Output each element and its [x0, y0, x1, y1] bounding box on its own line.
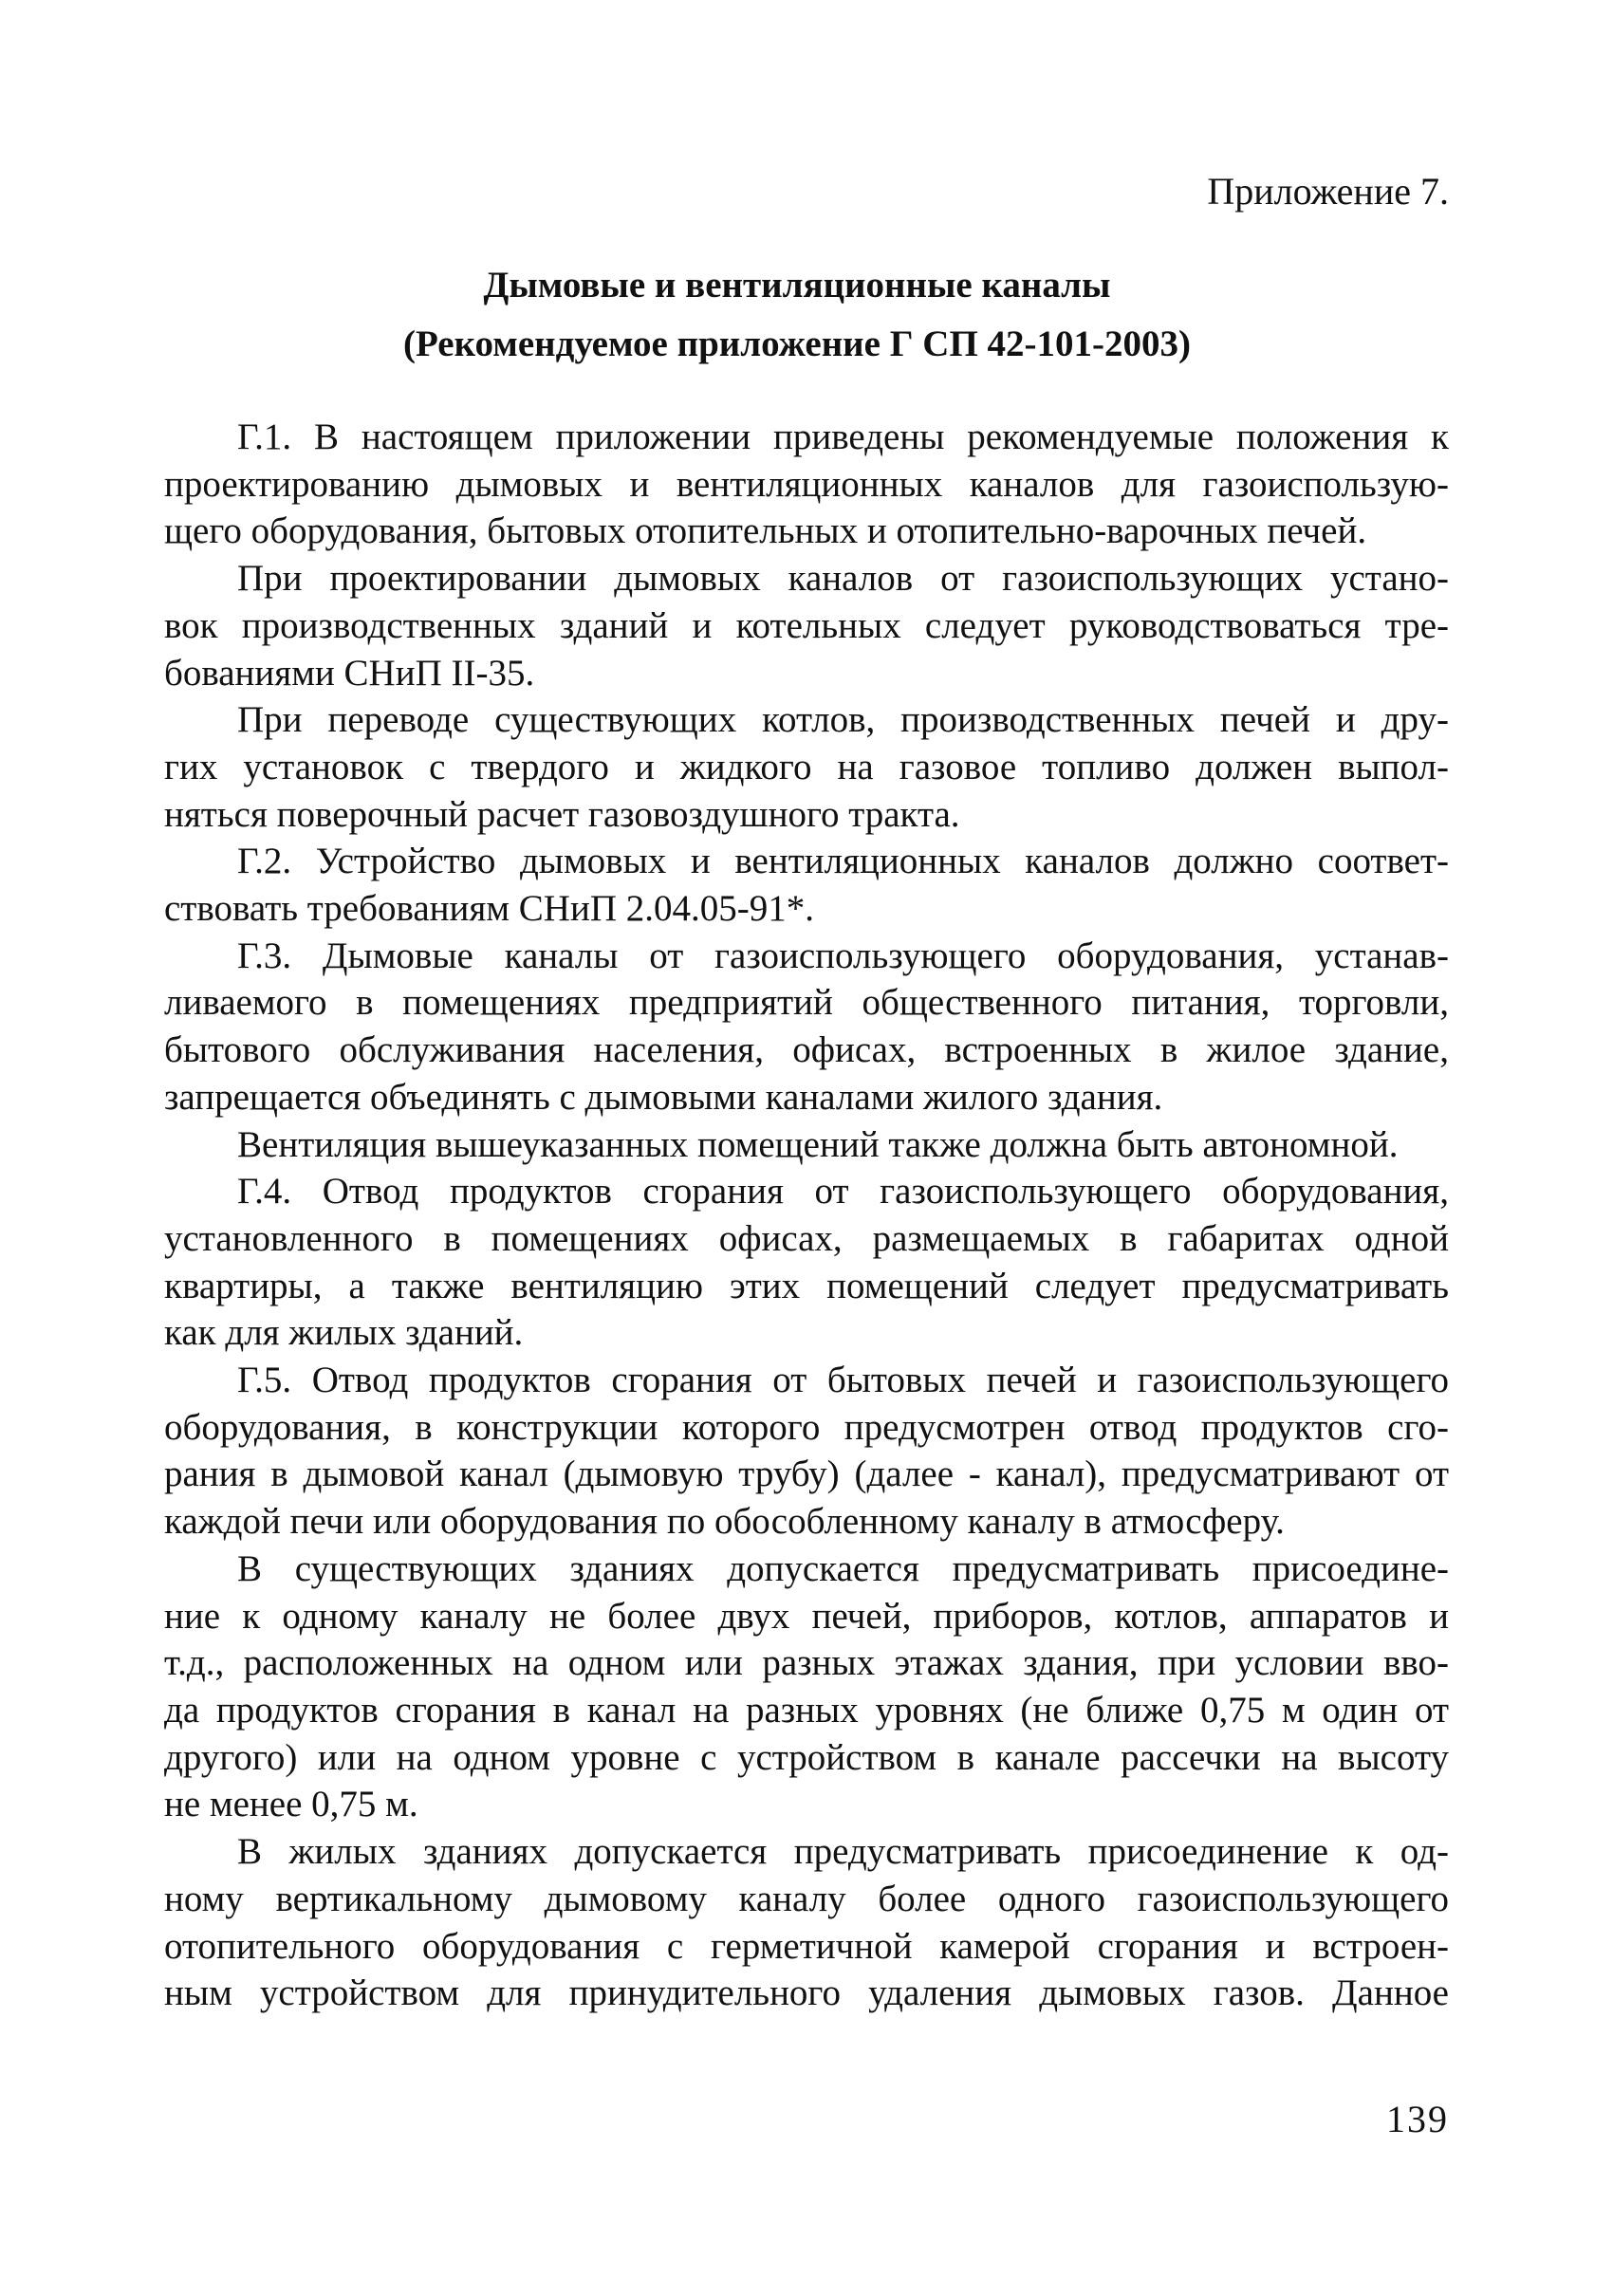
text-line: Г.2. Устройство дымовых и вентиляционных каналов должно соответ-	[237, 841, 1449, 882]
paragraph	[164, 1828, 1449, 2017]
text-line: Г.4. Отвод продуктов сгорания от газоиспользующего оборудования,	[237, 1171, 1449, 1213]
text-line: В жилых зданиях допускается предусматривать присоединение к од-	[237, 1831, 1449, 1873]
text-line: оборудования, в конструкции которого предусмотрен отвод продуктов сго-	[164, 1406, 1449, 1448]
text-line: не менее 0,75 м.	[164, 1784, 418, 1825]
document-subtitle: (Рекомендуемое приложение Г СП 42-101-2003)	[402, 324, 1191, 364]
text-line: ным устройством для принудительного удаления дымовых газов. Данное	[164, 1972, 1449, 2014]
text-line: т.д., расположенных на одном или разных этажах здания, при условии вво-	[164, 1642, 1449, 1684]
text-line: При проектировании дымовых каналов от газоиспользующих устано-	[237, 558, 1449, 600]
text-line: ние к одному каналу не более двух печей, приборов, котлов, аппаратов и	[164, 1595, 1449, 1637]
document-body	[164, 414, 1449, 2017]
text-line: Вентиляция вышеуказанных помещений также должна быть автономной.	[237, 1123, 1399, 1165]
text-line: няться поверочный расчет газовоздушного тракта.	[164, 793, 960, 835]
text-line: проектированию дымовых и вентиляционных каналов для газоиспользую-	[164, 463, 1449, 505]
paragraph	[164, 1357, 1449, 1546]
text-line: установленного в помещениях офисах, размещаемых в габаритах одной	[164, 1217, 1449, 1259]
paragraph	[164, 555, 1449, 696]
text-line: как для жилых зданий.	[164, 1312, 524, 1354]
text-line: бованиями СНиП II-35.	[164, 652, 535, 694]
text-line: каждой печи или оборудования по обособленному каналу в атмосферу.	[164, 1501, 1285, 1543]
text-line: В существующих зданиях допускается предусматривать присоедине-	[237, 1547, 1449, 1589]
text-line: ливаемого в помещениях предприятий общественного питания, торговли,	[164, 982, 1449, 1024]
text-line: рания в дымовой канал (дымовую трубу) (далее - канал), предусматривают от	[164, 1454, 1449, 1495]
text-line: другого) или на одном уровне с устройством в канале рассечки на высоту	[164, 1736, 1449, 1778]
text-line: Г.1. В настоящем приложении приведены рекомендуемые положения к	[237, 417, 1449, 457]
text-line: При переводе существующих котлов, производственных печей и дру-	[237, 699, 1449, 741]
paragraph	[164, 1168, 1449, 1357]
paragraph	[164, 838, 1449, 932]
paragraph	[164, 933, 1449, 1121]
text-line: да продуктов сгорания в канал на разных уровнях (не ближе 0,75 м один от	[164, 1689, 1449, 1731]
paragraph	[164, 414, 1449, 555]
appendix-label: Приложение 7.	[1207, 170, 1449, 213]
page-number: 139	[1386, 2098, 1449, 2140]
paragraph	[164, 696, 1449, 838]
text-line: ствовать требованиям СНиП 2.04.05-91*.	[164, 888, 814, 930]
text-line: бытового обслуживания населения, офисах, встроенных в жилое здание,	[164, 1029, 1449, 1071]
paragraph	[164, 1546, 1449, 1828]
text-line: Г.5. Отвод продуктов сгорания от бытовых печей и газоиспользующего	[237, 1360, 1449, 1401]
text-line: вок производственных зданий и котельных следует руководствоваться тре-	[164, 604, 1449, 646]
text-line: отопительного оборудования с герметичной камерой сгорания и встроен-	[164, 1925, 1449, 1967]
paragraph	[164, 1121, 1449, 1169]
text-line: ному вертикальному дымовому каналу более одного газоиспользующего	[164, 1878, 1449, 1919]
text-line: гих установок с твердого и жидкого на газовое топливо должен выпол-	[164, 746, 1449, 787]
document-title: Дымовые и вентиляционные каналы	[483, 265, 1111, 306]
text-line: запрещается объединять с дымовыми каналами жилого здания.	[164, 1076, 1163, 1118]
text-line: щего оборудования, бытовых отопительных и отопительно-варочных печей.	[164, 510, 1367, 552]
text-line: Г.3. Дымовые каналы от газоиспользующего оборудования, устанав-	[237, 935, 1449, 976]
text-line: квартиры, а также вентиляцию этих помещений следует предусматривать	[164, 1265, 1449, 1306]
